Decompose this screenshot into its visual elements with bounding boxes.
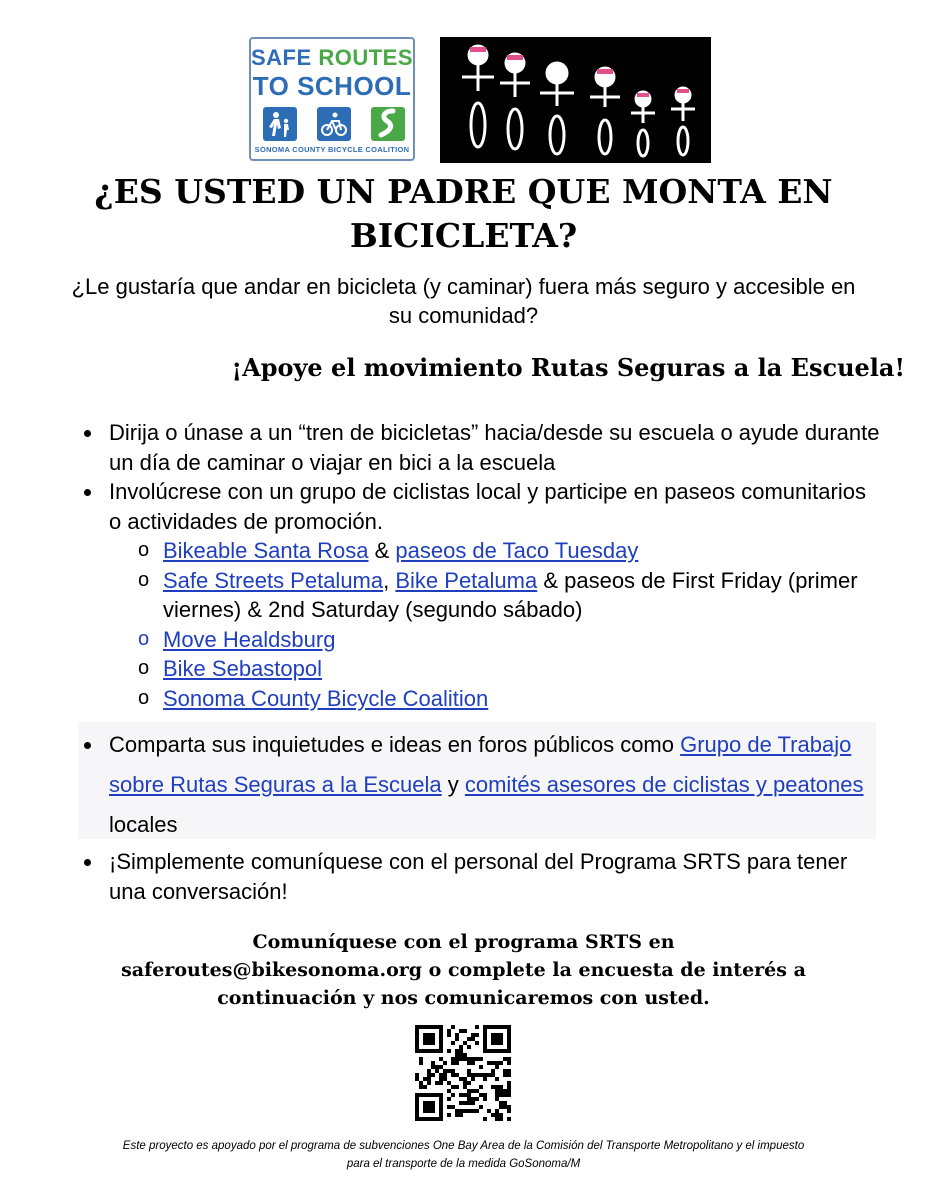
footer-note: Este proyecto es apoyado por el programa de subvenciones One Bay Area de la Comisión del Transporte Metropolitano y el impuesto para el transporte de la medida GoSonoma/M <box>122 1140 805 1170</box>
qr-code[interactable] <box>415 1025 511 1121</box>
sub-bullet-icon: o <box>138 686 150 709</box>
link-sonoma-county-bicycle-coalition[interactable]: Sonoma County Bicycle Coalition <box>163 685 489 711</box>
link-safe-streets-petaluma[interactable]: Safe Streets Petaluma <box>163 567 384 593</box>
bullet-item: Involúcrese con un grupo de ciclistas local y participe en paseos comunitarios o actividades de promoción. <box>80 477 880 536</box>
link-bike-petaluma[interactable]: Bike Petaluma <box>395 567 538 593</box>
sub-bullet-icon: o <box>138 568 150 591</box>
bullet-item: ¡Simplemente comuníquese con el personal del Programa SRTS para tener una conversación! <box>80 847 880 906</box>
link-bike-sebastopol[interactable]: Bike Sebastopol <box>163 656 322 681</box>
sub-item: o Bikeable Santa Rosa & paseos de Taco Tuesday <box>80 536 880 566</box>
bullet-item: Comparta sus inquietudes e ideas en foros públicos como Grupo de Trabajo sobre Rutas Seguras a la Escuela y comités asesores de ciclistas y peatones locales <box>80 725 880 845</box>
route-icon <box>371 107 405 141</box>
sub-item <box>80 654 880 684</box>
logo-icons <box>263 107 405 141</box>
page-title: ¿ES USTED UN PADRE QUE MONTA EN BICICLETA? <box>94 172 833 255</box>
bullet-list <box>80 418 880 906</box>
link-bikeable-santa-rosa[interactable]: Bikeable Santa Rosa <box>163 538 369 563</box>
logo-line2: TO SCHOOL <box>252 71 412 101</box>
link-move-healdsburg[interactable]: Move Healdsburg <box>163 626 336 652</box>
sub-bullet-icon: o <box>138 539 150 561</box>
call-to-action: ¡Apoye el movimiento Rutas Seguras a la Escuela! <box>231 353 905 382</box>
safe-routes-to-school-logo <box>249 37 415 161</box>
sub-bullet-icon: o <box>138 627 150 650</box>
sub-item <box>80 684 880 714</box>
logo-line1: SAFE ROUTES <box>251 45 413 70</box>
bullet-icon <box>84 430 91 437</box>
link-taco-tuesday[interactable]: paseos de Taco Tuesday <box>395 538 639 563</box>
bicycle-icon <box>317 107 351 141</box>
logo-org: SONOMA COUNTY BICYCLE COALITION <box>254 145 410 154</box>
bullet-icon <box>84 742 91 749</box>
family-bikes-illustration <box>440 37 711 163</box>
link-srts-working-group[interactable]: Grupo de Trabajo sobre Rutas Seguras a la Escuela <box>109 732 852 797</box>
bullet-icon <box>84 489 91 496</box>
link-advisory-committees[interactable]: comités asesores de ciclistas y peatones <box>464 772 864 797</box>
contact-email-line: saferoutes@bikesonoma.org o complete la encuesta de interés a <box>121 959 806 981</box>
contact-info: Comuníquese con el programa SRTS en saferoutes@bikesonoma.org o complete la encuesta de interés a continuación y nos comunicaremos con usted. <box>40 928 887 1012</box>
bullet-item: Dirija o únase a un “tren de bicicletas” hacia/desde su escuela o ayude durante un día de caminar o viajar en bici a la escuela <box>80 418 880 477</box>
bullet-icon <box>84 859 91 866</box>
sub-item: o Safe Streets Petaluma, Bike Petaluma & paseos de First Friday (primer viernes) & 2nd Saturday (segundo sábado) <box>138 567 858 622</box>
sub-bullet-icon: o <box>138 657 150 679</box>
walking-family-icon <box>263 107 297 141</box>
subtitle: ¿Le gustaría que andar en bicicleta (y caminar) fuera más seguro y accesible en su comunidad? <box>71 274 856 328</box>
sub-item <box>80 625 880 655</box>
